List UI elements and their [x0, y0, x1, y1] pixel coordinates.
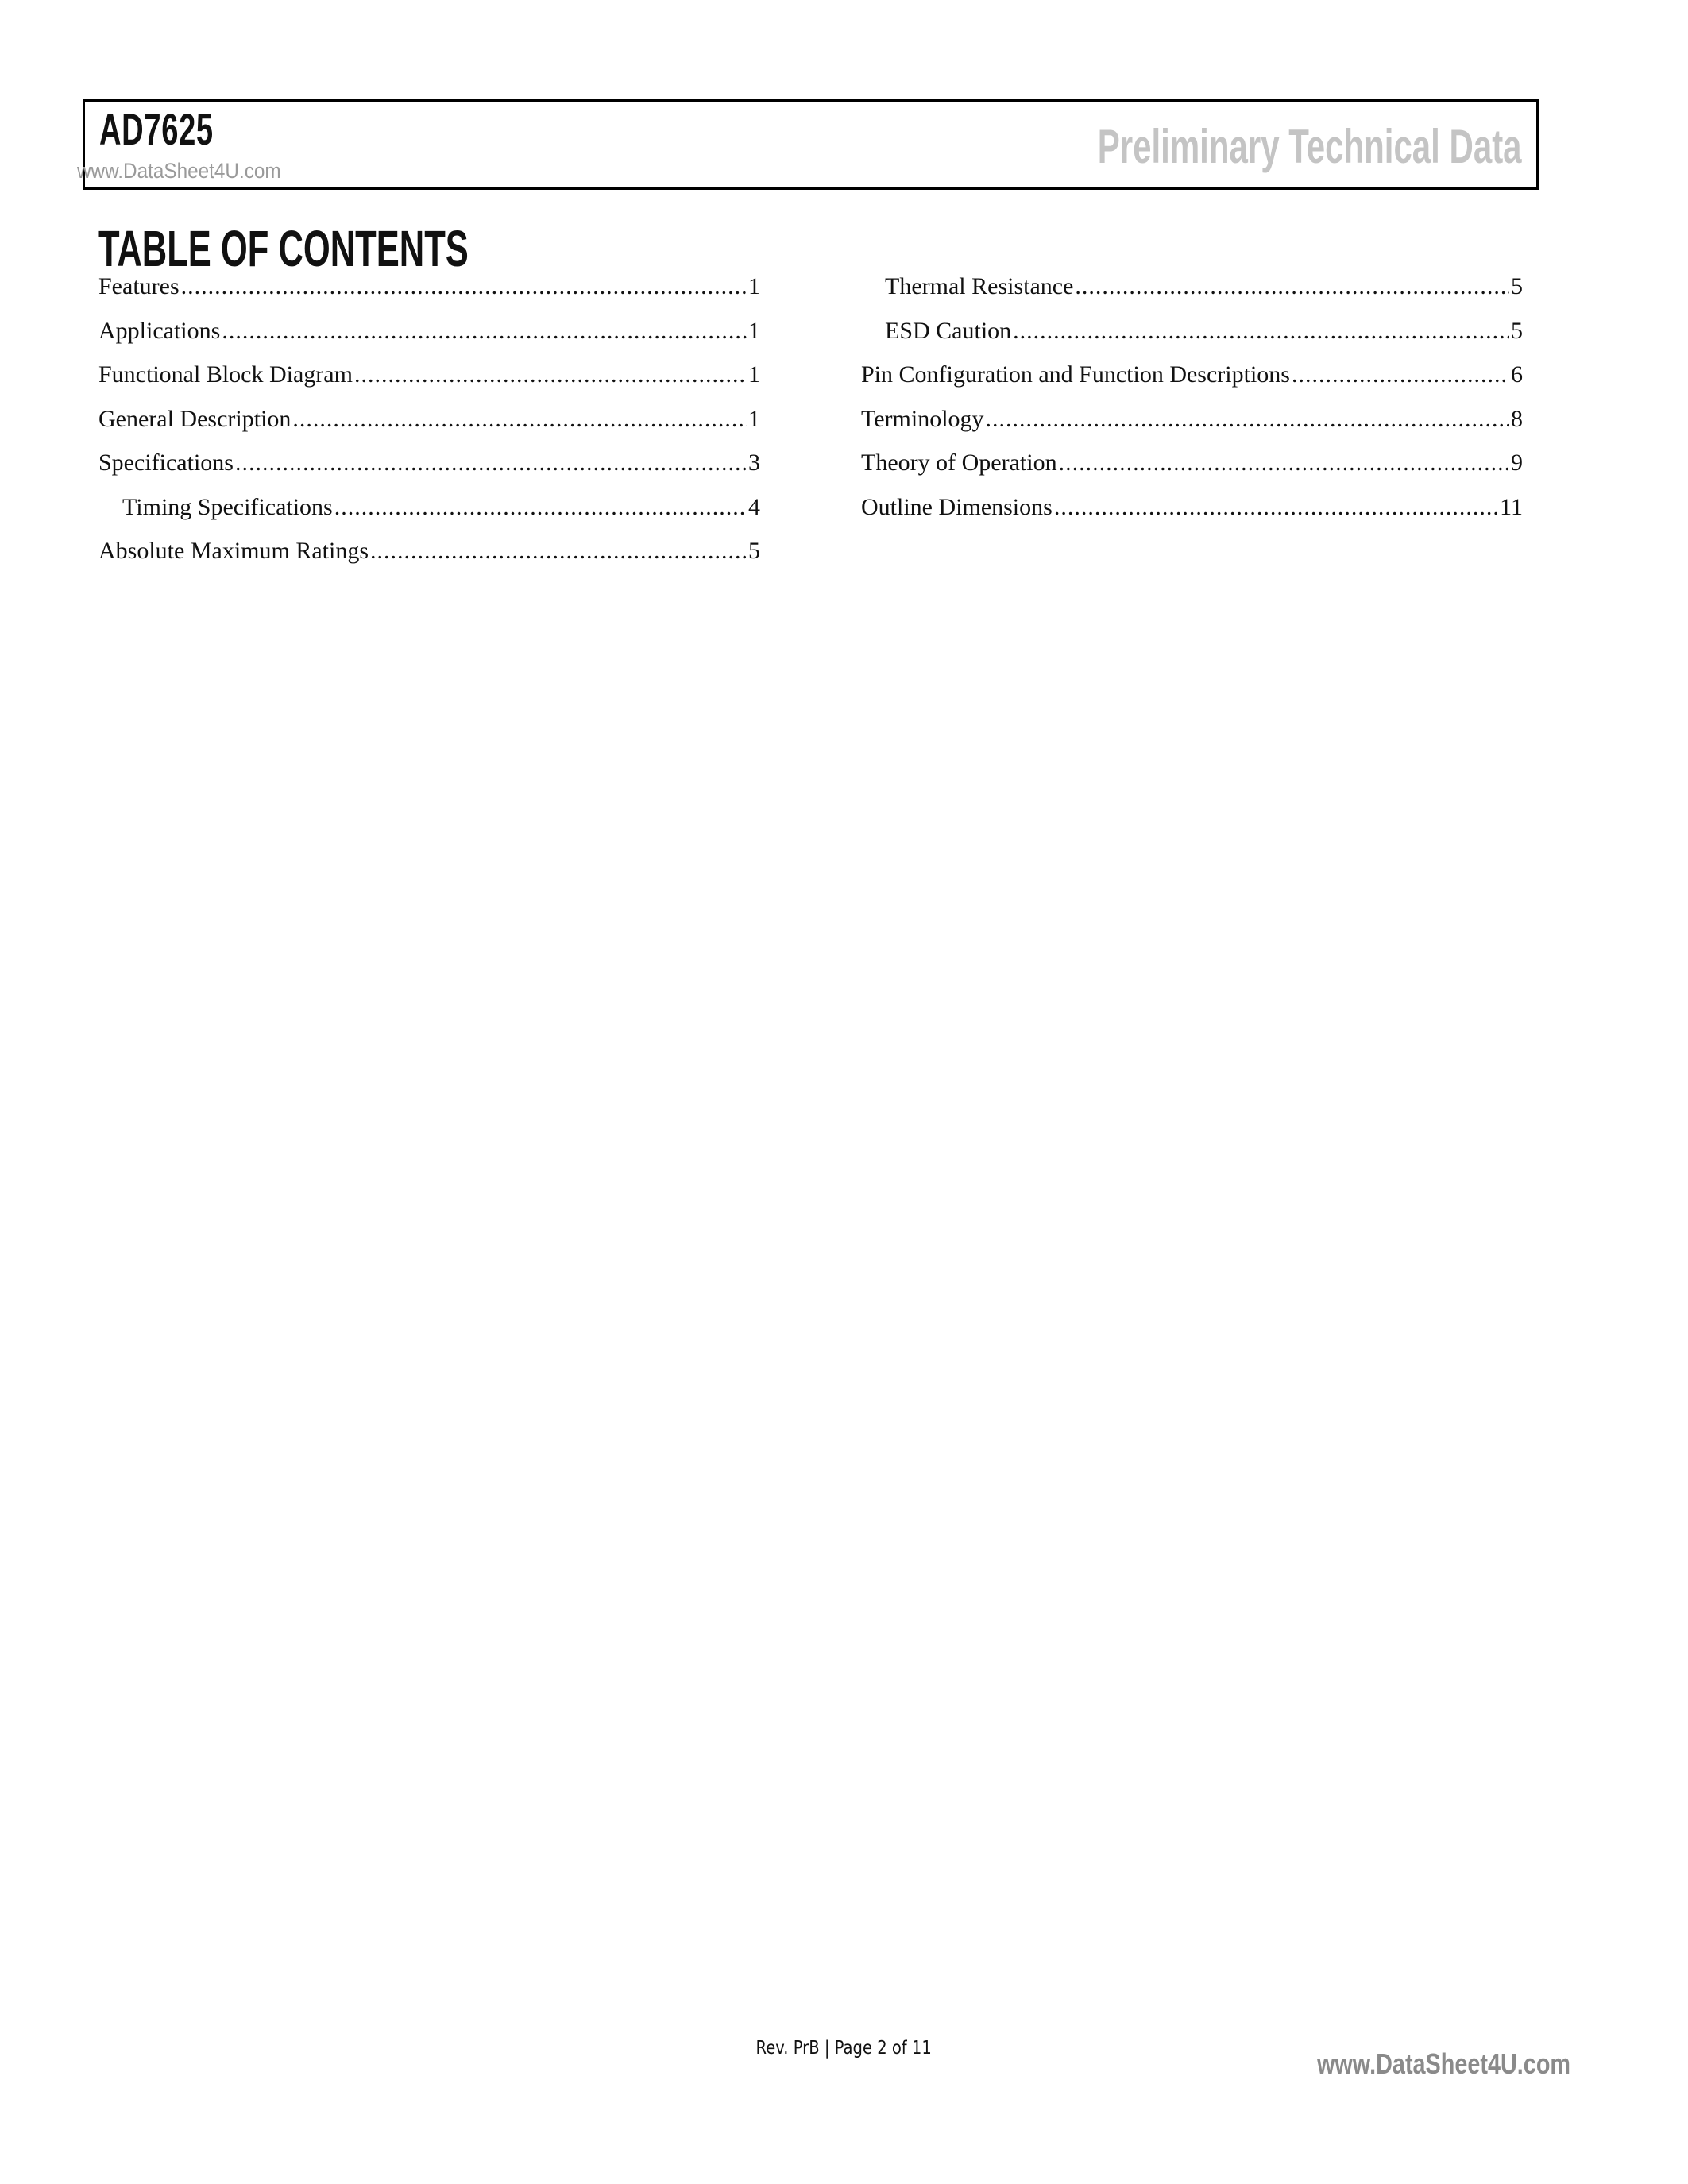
toc-entry-page: 1 [748, 273, 760, 299]
toc-entry-page: 6 [1511, 361, 1523, 388]
toc-entry-label: Functional Block Diagram [98, 361, 353, 388]
toc-entry[interactable] [861, 445, 1523, 489]
toc-leader-dots [1075, 268, 1509, 305]
toc-entry-label: Thermal Resistance [885, 273, 1074, 299]
toc-entry[interactable] [861, 268, 1523, 313]
toc-entry-page: 5 [1511, 273, 1523, 299]
toc-title: TABLE OF CONTENTS [98, 220, 469, 277]
page-header [77, 99, 1539, 190]
toc-entry-page: 1 [748, 361, 760, 388]
toc-leader-dots [1013, 313, 1509, 349]
toc-leader-dots [235, 445, 747, 481]
toc-entry[interactable] [98, 313, 760, 357]
toc-entry-label: Pin Configuration and Function Descriptions [861, 361, 1290, 388]
toc-entry-page: 9 [1511, 450, 1523, 476]
toc-entry-label: Specifications [98, 450, 234, 476]
toc-entry-page: 1 [748, 405, 760, 432]
toc-entry[interactable] [98, 489, 760, 534]
toc-entry-page: 1 [748, 317, 760, 344]
toc-entry-label: Features [98, 273, 180, 299]
toc-left-column [98, 268, 760, 577]
toc-entry-page: 4 [748, 493, 760, 520]
toc-leader-dots [370, 533, 747, 569]
toc-leader-dots [1059, 445, 1509, 481]
toc-right-column [861, 268, 1523, 533]
toc-entry[interactable] [98, 533, 760, 577]
toc-entry-label: Absolute Maximum Ratings [98, 538, 369, 564]
toc-entry[interactable] [98, 401, 760, 446]
toc-leader-dots [292, 401, 747, 438]
toc-entry-label: Terminology [861, 405, 984, 432]
toc-leader-dots [986, 401, 1509, 438]
watermark-top[interactable]: www.DataSheet4U.com [77, 159, 281, 183]
part-number: AD7625 [99, 104, 214, 154]
toc-entry-label: General Description [98, 405, 292, 432]
toc-entry-page: 8 [1511, 405, 1523, 432]
toc-entry[interactable] [861, 489, 1523, 534]
toc-entry-label: Timing Specifications [122, 493, 333, 520]
toc-entry[interactable] [98, 445, 760, 489]
toc-entry-label: Outline Dimensions [861, 493, 1053, 520]
toc-leader-dots [181, 268, 747, 305]
toc-entry-label: Applications [98, 317, 221, 344]
toc-entry-page: 5 [1511, 317, 1523, 344]
toc-entry-page: 11 [1500, 493, 1523, 520]
toc-leader-dots [1054, 489, 1498, 526]
document-status: Preliminary Technical Data [1098, 120, 1522, 173]
toc-entry[interactable] [98, 357, 760, 401]
toc-entry-page: 5 [748, 538, 760, 564]
toc-entry[interactable] [861, 401, 1523, 446]
footer-page-info: Rev. PrB | Page 2 of 11 [755, 2038, 933, 2059]
toc-entry[interactable] [98, 268, 760, 313]
toc-entry[interactable] [861, 357, 1523, 401]
toc-leader-dots [1292, 357, 1509, 393]
toc-leader-dots [222, 313, 747, 349]
toc-entry-label: Theory of Operation [861, 450, 1057, 476]
toc-leader-dots [354, 357, 747, 393]
watermark-bottom[interactable]: www.DataSheet4U.com [1317, 2047, 1571, 2080]
toc-entry-page: 3 [748, 450, 760, 476]
toc-leader-dots [334, 489, 747, 526]
toc-entry[interactable] [861, 313, 1523, 357]
toc-entry-label: ESD Caution [885, 317, 1012, 344]
